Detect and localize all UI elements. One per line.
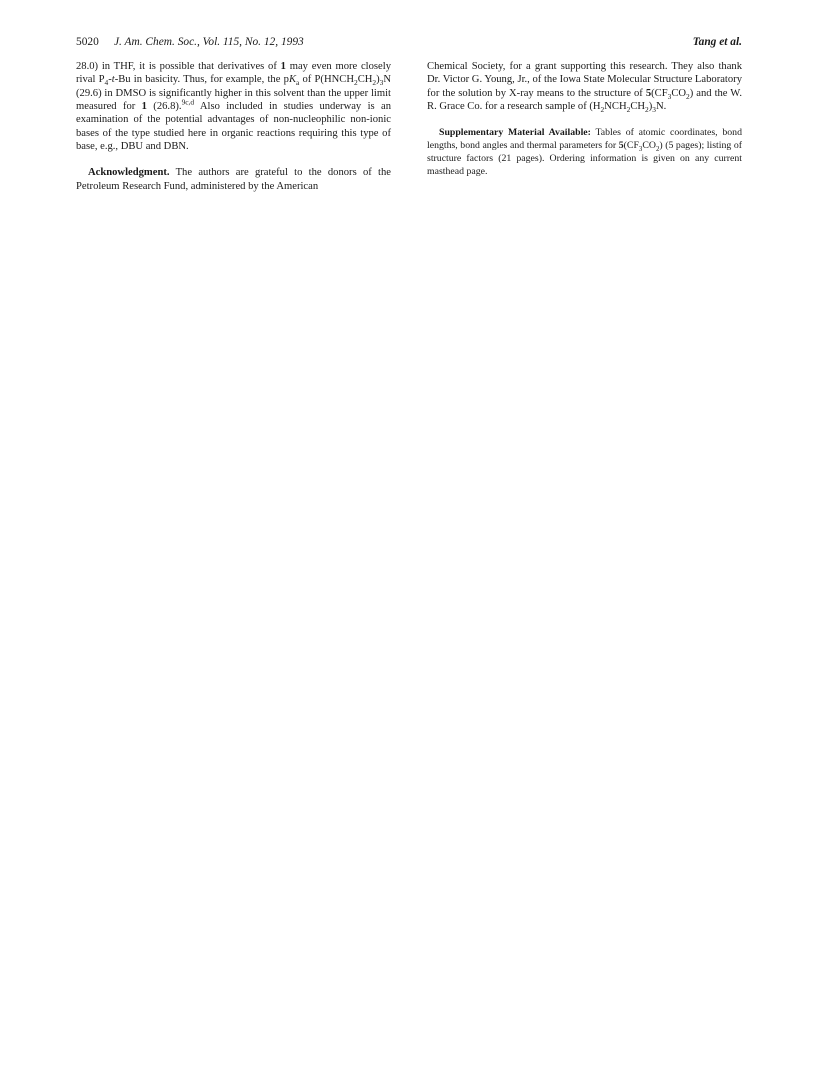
page-number: 5020 <box>76 36 99 48</box>
supplementary-material-heading: Supplementary Material Available: <box>439 127 591 139</box>
reference-superscript: 9c,d <box>181 97 195 107</box>
supplementary-material-paragraph: Supplementary Material Available: Tables of atomic coordinates, bond lengths, bond angles and thermal parameters for $5(CF_3CO_2)$ (5 pages); listing of structure factors (21 pages). Ordering information is given on any current masthead page. <box>427 127 742 178</box>
acknowledgment-paragraph: Acknowledgment. The authors are grateful to the donors of the Petroleum Research Fund, administered by the American <box>76 167 391 192</box>
journal-citation: J. Am. Chem. Soc., Vol. 115, No. 12, 1993 <box>114 36 304 48</box>
acknowledgment-heading: Acknowledgment. <box>88 167 170 179</box>
acknowledgment-continuation: Chemical Society, for a grant supporting this research. They also thank Dr. Victor G. Young, Jr., of the Iowa State Molecular Structure Laboratory for the solution by X-ray means to the structure of $5(CF_3CO_2)$ and the W. R. Grace Co. for a research sample of $(H_2NCH_2CH_2)_3N$. <box>427 61 742 115</box>
left-column <box>76 60 391 193</box>
discussion-paragraph: 28.0) in THF, it is possible that derivatives of 1 may even more closely rival $P_4-t-Bu$ in basicity. Thus, for example, the $pK_a$ of $P(HNCH_2CH_2)_3N$ (29.6) in DMSO is significantly higher in this solvent than the upper limit measured for 1 (26.8).$^{9c,d}$ Also included in studies underway is an examination of the potential advantages of non-nucleophilic non-ionic bases of the type studied here in organic reactions requiring this type of base, e.g., DBU and DBN. <box>76 61 391 153</box>
running-header <box>76 33 742 51</box>
running-authors: Tang et al. <box>692 36 742 48</box>
right-column <box>427 60 742 178</box>
